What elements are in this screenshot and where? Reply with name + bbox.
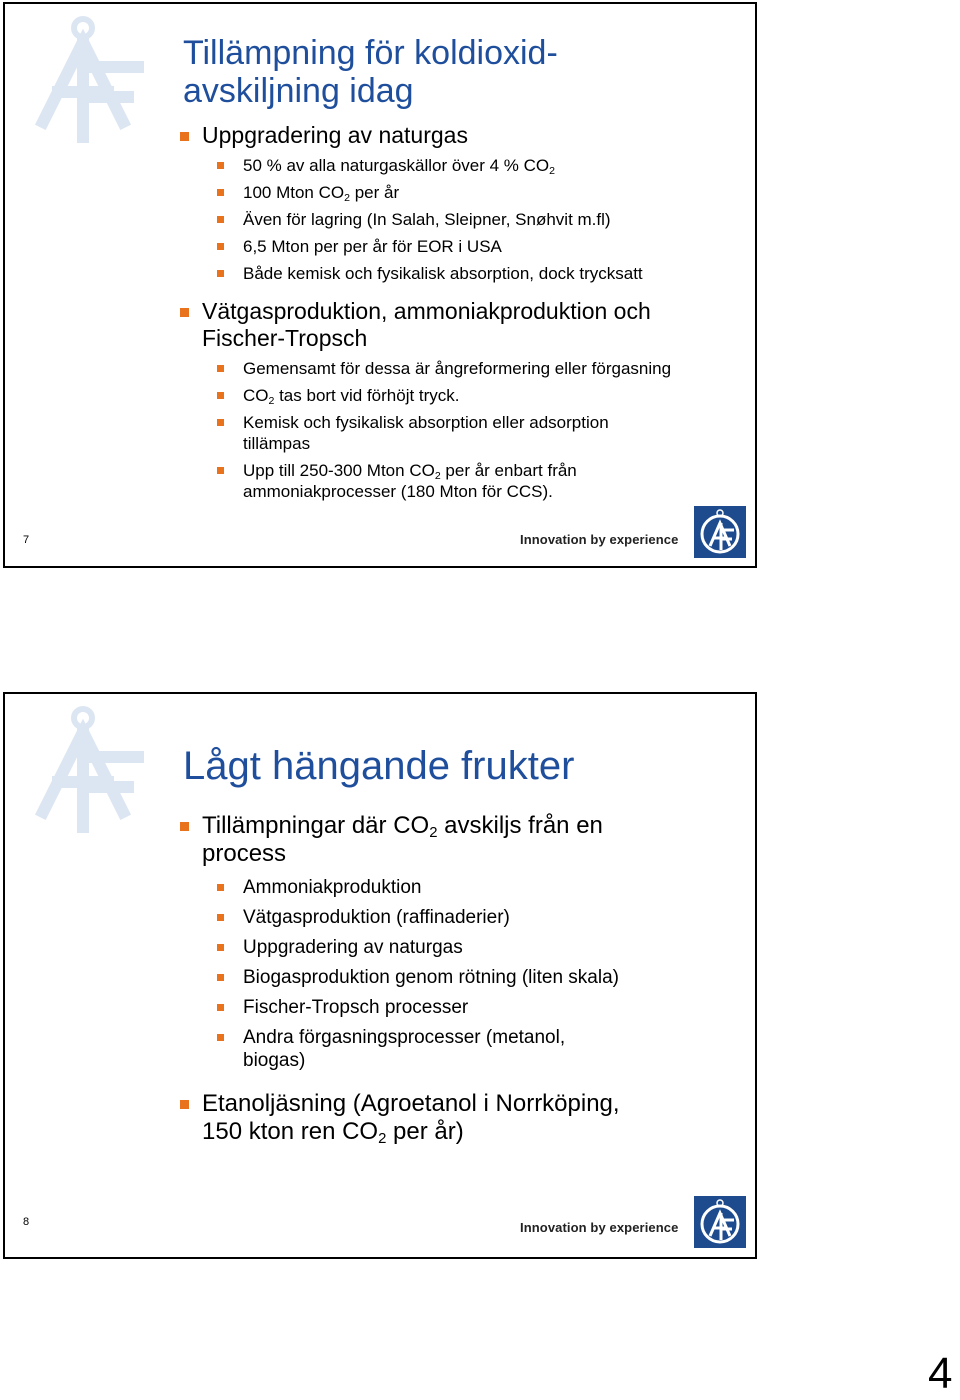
title-line: Tillämpning för koldioxid-: [183, 34, 558, 72]
subscript: 2: [268, 394, 275, 407]
subscript: 2: [344, 191, 350, 204]
slide-content: [177, 122, 745, 508]
item-text: 6,5 Mton per per år för EOR i USA: [243, 237, 502, 256]
slide-content: [177, 812, 745, 1146]
bullet-text: process: [202, 840, 287, 867]
item-text: Andra förgasningsprocesser (metanol,: [243, 1027, 566, 1048]
bullet-text: Tillämpningar där CO: [202, 812, 430, 839]
list-item: [177, 460, 745, 502]
slide-8: [3, 692, 757, 1259]
item-text: tas bort vid förhöjt tryck.: [274, 386, 460, 405]
item-text: CO: [243, 386, 269, 405]
bullet-heading: [177, 298, 745, 502]
list-item: [177, 385, 745, 406]
bullet-text: Etanoljäsning (Agroetanol i Norrköping,: [202, 1090, 620, 1117]
item-text: Upp till 250-300 Mton CO: [243, 461, 435, 480]
item-text: Även för lagring (In Salah, Sleipner, Snøhvit m.fl): [243, 210, 611, 229]
list-item: [177, 155, 745, 176]
list-item: [177, 182, 745, 203]
bullet-heading: [177, 122, 745, 284]
item-text: Gemensamt för dessa är ångreformering eller förgasning: [243, 359, 672, 378]
page-number: 4: [928, 1349, 953, 1398]
subscript: 2: [378, 1131, 387, 1148]
list-item: [177, 209, 745, 230]
list-item: Ammoniakproduktion: [177, 876, 745, 899]
list-item: [177, 358, 745, 379]
list-item: [177, 1026, 745, 1072]
item-text: biogas): [243, 1050, 306, 1071]
item-text: per år enbart från: [440, 461, 577, 480]
af-watermark-icon: [13, 12, 153, 152]
subscript: 2: [429, 825, 438, 842]
tagline: Innovation by experience: [520, 1220, 679, 1235]
tagline: Innovation by experience: [520, 532, 679, 547]
slide-7: [3, 2, 757, 568]
item-text: Kemisk och fysikalisk absorption eller adsorption: [243, 413, 609, 432]
list-item: Fischer-Tropsch processer: [177, 996, 745, 1019]
item-text: 100 Mton CO: [243, 183, 345, 202]
list-item: Biogasproduktion genom rötning (liten skala): [177, 966, 745, 989]
bullet-text: per år): [386, 1118, 464, 1145]
bullet-text: Uppgradering av naturgas: [202, 122, 468, 148]
item-text: tillämpas: [243, 434, 311, 453]
bullet-text: Fischer-Tropsch: [202, 325, 368, 351]
slide-title: [183, 34, 558, 110]
subscript: 2: [549, 164, 556, 177]
list-item: Uppgradering av naturgas: [177, 936, 745, 959]
list-item: [177, 236, 745, 257]
item-text: Både kemisk och fysikalisk absorption, dock trycksatt: [243, 264, 643, 283]
bullet-heading: [177, 812, 745, 1072]
title-line: avskiljning idag: [183, 72, 414, 111]
slide-number: 8: [23, 1216, 30, 1228]
list-item: Vätgasproduktion (raffinaderier): [177, 906, 745, 929]
slide-title: Lågt hängande frukter: [183, 744, 575, 788]
item-text: ammoniakprocesser (180 Mton för CCS).: [243, 482, 553, 501]
bullet-text: Vätgasproduktion, ammoniakproduktion och: [202, 298, 651, 324]
bullet-heading: [177, 1090, 745, 1146]
item-text: per år: [349, 183, 400, 202]
subscript: 2: [434, 469, 441, 482]
af-logo-icon: [694, 506, 746, 558]
af-logo-icon: [694, 1196, 746, 1248]
list-item: [177, 263, 745, 284]
bullet-text: avskiljs från en: [437, 812, 603, 839]
list-item: [177, 412, 745, 454]
af-watermark-icon: [13, 702, 153, 842]
bullet-text: 150 kton ren CO: [202, 1118, 379, 1145]
item-text: 50 % av alla naturgaskällor över 4 % CO: [243, 156, 550, 175]
slide-number: 7: [23, 534, 30, 546]
